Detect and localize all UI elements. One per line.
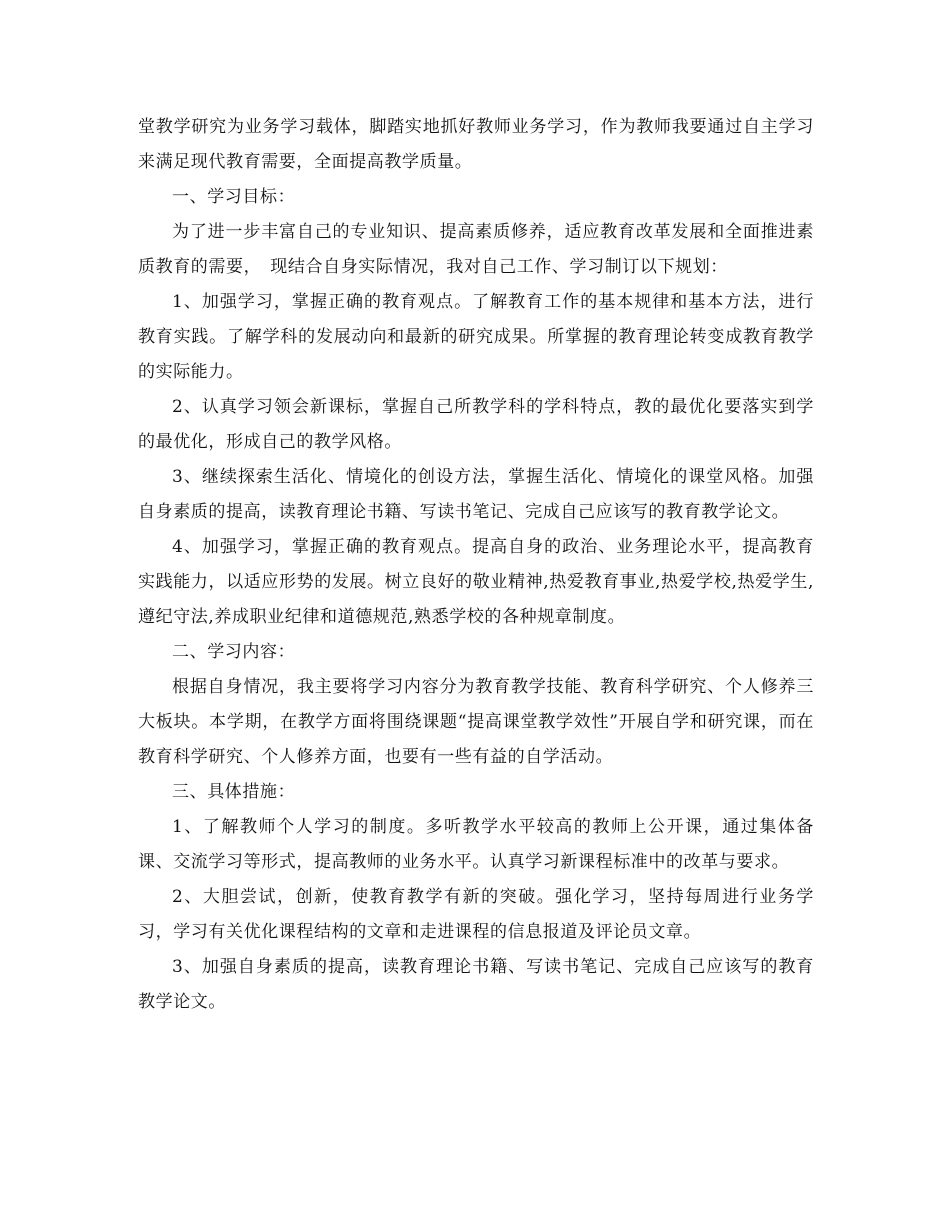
paragraph-goal-2: 2、认真学习领会新课标，掌握自己所教学科的学科特点，教的最优化要落实到学的最优化，形成自己的教学风格。 xyxy=(138,397,814,452)
paragraph-content: 根据自身情况，我主要将学习内容分为教育教学技能、教育科学研究、个人修养三大板块。本学期，在教学方面将围绕课题“提高课堂教学效性”开展自学和研究课，而在教育科学研究、个人修养方面，也要有一些有益的自学活动。 xyxy=(138,677,814,767)
heading-measures: 三、具体措施： xyxy=(172,782,296,802)
paragraph-goal-3: 3、继续探索生活化、情境化的创设方法，掌握生活化、情境化的课堂风格。加强自身素质的提高，读教育理论书籍、写读书笔记、完成自己应该写的教育教学论文。 xyxy=(138,467,814,522)
paragraph-goal-4: 4、加强学习，掌握正确的教育观点。提高自身的政治、业务理论水平，提高教育实践能力，以适应形势的发展。树立良好的敬业精神,热爱教育事业,热爱学校,热爱学生,遵纪守法,养成职业纪律和道德规范,熟悉学校的各种规章制度。 xyxy=(138,537,814,627)
paragraph-measure-2: 2、大胆尝试，创新，使教育教学有新的突破。强化学习，坚持每周进行业务学习，学习有关优化课程结构的文章和走进课程的信息报道及评论员文章。 xyxy=(138,887,814,942)
paragraph-intro-continuation: 堂教学研究为业务学习载体，脚踏实地抓好教师业务学习，作为教师我要通过自主学习来满足现代教育需要，全面提高教学质量。 xyxy=(138,117,814,172)
paragraph-measure-3: 3、加强自身素质的提高，读教育理论书籍、写读书笔记、完成自己应该写的教育教学论文。 xyxy=(138,957,814,1012)
document-body xyxy=(138,110,814,1020)
paragraph-goals-intro: 为了进一步丰富自己的专业知识、提高素质修养，适应教育改革发展和全面推进素质教育的需要， 现结合自身实际情况，我对自己工作、学习制订以下规划： xyxy=(138,222,814,277)
paragraph-measure-1: 1、了解教师个人学习的制度。多听教学水平较高的教师上公开课，通过集体备课、交流学习等形式，提高教师的业务水平。认真学习新课程标准中的改革与要求。 xyxy=(138,817,814,872)
paragraph-goal-1: 1、加强学习，掌握正确的教育观点。了解教育工作的基本规律和基本方法，进行教育实践。了解学科的发展动向和最新的研究成果。所掌握的教育理论转变成教育教学的实际能力。 xyxy=(138,292,814,382)
heading-learning-goals: 一、学习目标： xyxy=(172,187,296,207)
heading-learning-content: 二、学习内容： xyxy=(172,642,296,662)
